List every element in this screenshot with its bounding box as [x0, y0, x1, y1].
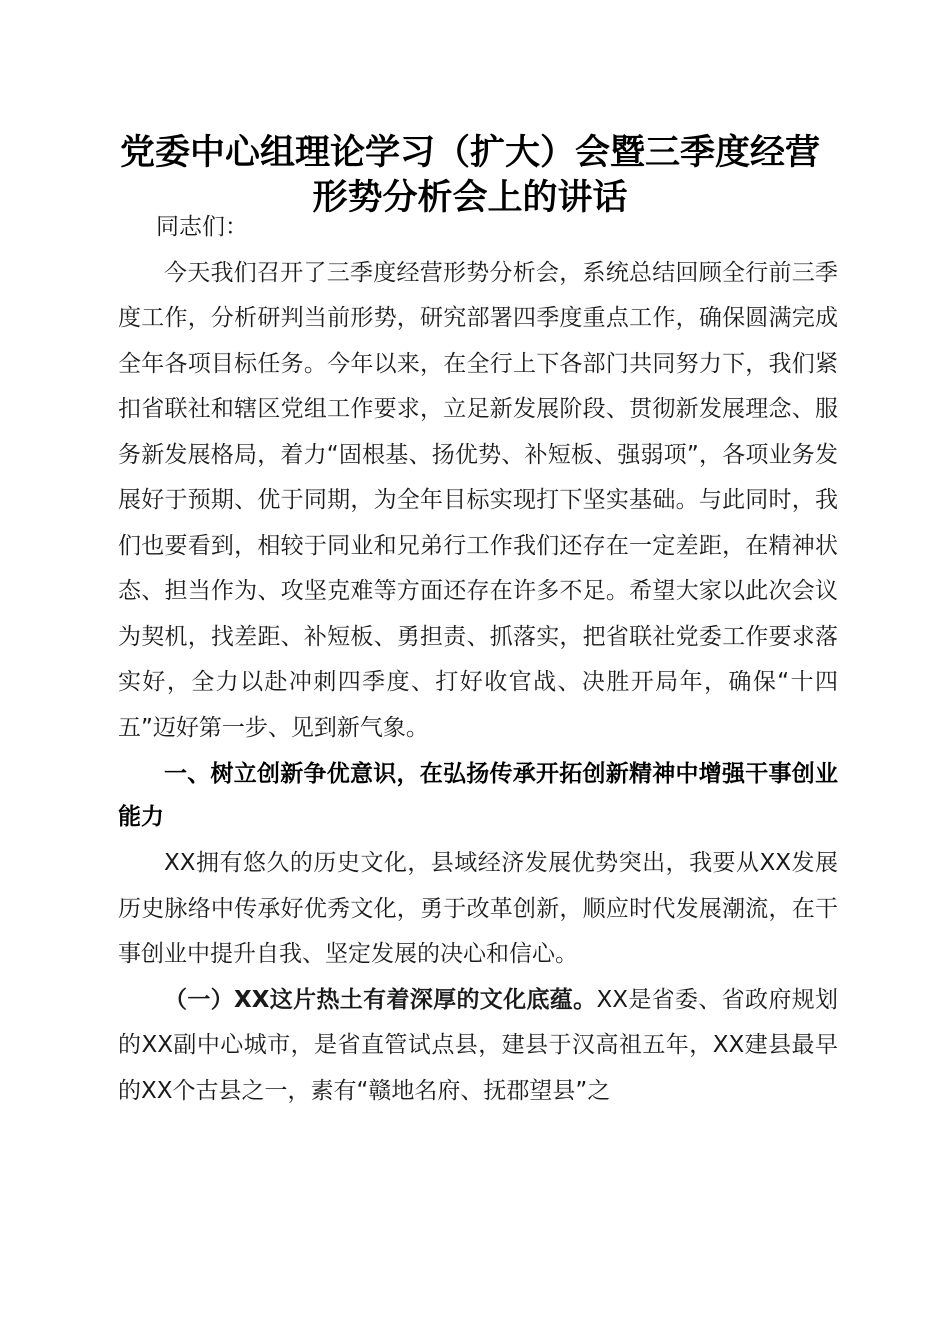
subsection-1-text: XX是省委、省政府规划的XX副中心城市，是省直管试点县，建县于汉高祖五年，XX建县最早的XX个古县之一，素有“赣地名府、抚郡望县”之 [118, 986, 839, 1104]
subsection-1-lead: （一）XX这片热土有着深厚的文化底蕴。 [164, 986, 597, 1013]
greeting: 同志们： [156, 214, 248, 240]
document-body [118, 205, 838, 1114]
opening-paragraph: 今天我们召开了三季度经营形势分析会，系统总结回顾全行前三季度工作，分析研判当前形势，研究部署四季度重点工作，确保圆满完成全年各项目标任务。今年以来，在全行上下各部门共同努力下，我们紧扣省联社和辖区党组工作要求，立足新发展阶段、贯彻新发展理念、服务新发展格局，着力“固根基、扬优势、补短板、强弱项”，各项业务发展好于预期、优于同期，为全年目标实现打下坚实基础。与此同时，我们也要看到，相较于同业和兄弟行工作我们还存在一定差距，在精神状态、担当作为、攻坚克难等方面还存在许多不足。希望大家以此次会议为契机，找差距、补短板、勇担责、抓落实，把省联社党委工作要求落实好，全力以赴冲刺四季度、打好收官战、决胜开局年，确保“十四五”迈好第一步、见到新气象。 [118, 259, 838, 741]
title-line-2: 形势分析会上的讲话 [312, 177, 628, 218]
subsection-1-paragraph [118, 978, 838, 1115]
section-heading-1: 一、树立创新争优意识，在弘扬传承开拓创新精神中增强干事创业能力 [118, 761, 838, 830]
title-line-1: 党委中心组理论学习（扩大）会暨三季度经营 [119, 132, 820, 173]
section-1-paragraph: XX拥有悠久的历史文化，县域经济发展优势突出，我要从XX发展历史脉络中传承好优秀文化，勇于改革创新，顺应时代发展潮流，在干事创业中提升自我、坚定发展的决心和信心。 [118, 850, 838, 967]
